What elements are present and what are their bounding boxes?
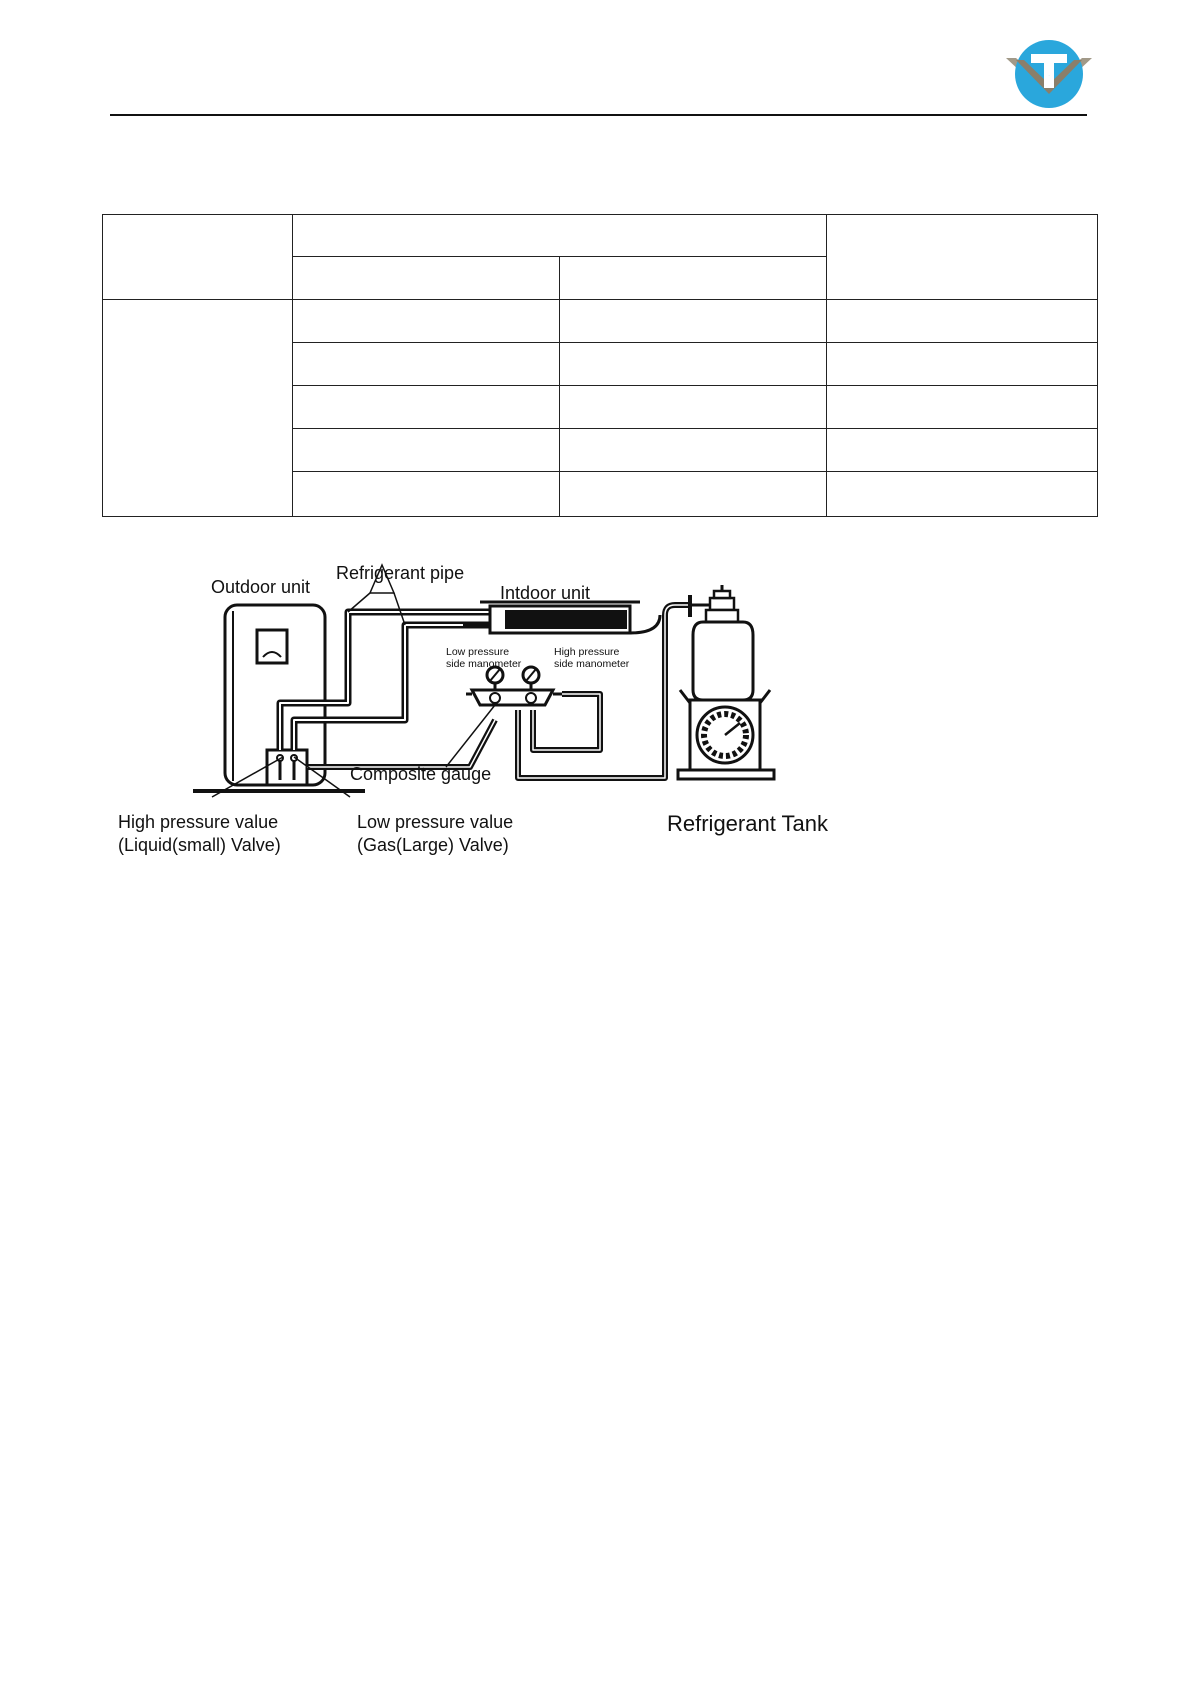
table-cell bbox=[827, 429, 1098, 472]
table-cell bbox=[293, 429, 560, 472]
table-cell bbox=[293, 472, 560, 517]
table-cell bbox=[103, 215, 293, 300]
logo-letter: T bbox=[1048, 76, 1050, 77]
service-valve-block bbox=[267, 750, 307, 785]
table-cell bbox=[560, 386, 827, 429]
table-cell bbox=[827, 472, 1098, 517]
table-cell bbox=[560, 300, 827, 343]
high-pressure-manometer-label-line2: side manometer bbox=[554, 658, 630, 670]
table-header-row bbox=[103, 215, 1098, 257]
indoor-unit-label: Intdoor unit bbox=[500, 583, 591, 603]
table-cell bbox=[293, 215, 827, 257]
table-cell bbox=[827, 215, 1098, 300]
spec-table bbox=[102, 214, 1098, 517]
table-cell bbox=[560, 472, 827, 517]
table-cell bbox=[293, 257, 560, 300]
table-cell bbox=[293, 386, 560, 429]
low-pressure-manometer-label-line2: side manometer bbox=[446, 658, 522, 670]
table-cell bbox=[560, 257, 827, 300]
table-cell bbox=[827, 343, 1098, 386]
low-pressure-valve-label-line2: (Gas(Large) Valve) bbox=[357, 835, 509, 855]
composite-gauge-illustration bbox=[466, 667, 562, 705]
high-pressure-valve-label: High pressure value bbox=[118, 812, 279, 832]
indoor-unit-illustration bbox=[463, 602, 640, 633]
table-cell bbox=[560, 429, 827, 472]
refrigerant-charging-diagram bbox=[100, 545, 900, 865]
outdoor-unit-label: Outdoor unit bbox=[211, 577, 311, 597]
outdoor-unit-illustration bbox=[225, 605, 325, 785]
high-pressure-valve-label-line2: (Liquid(small) Valve) bbox=[118, 835, 281, 855]
refrigerant-pipe-label: Refrigerant pipe bbox=[336, 563, 465, 583]
table-cell bbox=[293, 300, 560, 343]
table-row bbox=[103, 300, 1098, 343]
composite-gauge-label: Composite gauge bbox=[350, 764, 492, 784]
low-pressure-manometer-label: Low pressure bbox=[446, 646, 510, 658]
high-pressure-manometer-label: High pressure bbox=[554, 646, 620, 658]
low-pressure-valve-label: Low pressure value bbox=[357, 812, 514, 832]
refrigerant-tank-label: Refrigerant Tank bbox=[667, 811, 829, 836]
table-cell bbox=[827, 300, 1098, 343]
t-shield-logo-icon bbox=[1004, 36, 1094, 116]
table-cell bbox=[560, 343, 827, 386]
header-rule bbox=[110, 114, 1087, 116]
table-cell bbox=[103, 300, 293, 517]
table-cell bbox=[293, 343, 560, 386]
refrigerant-tank-illustration bbox=[678, 585, 774, 779]
table-cell bbox=[827, 386, 1098, 429]
